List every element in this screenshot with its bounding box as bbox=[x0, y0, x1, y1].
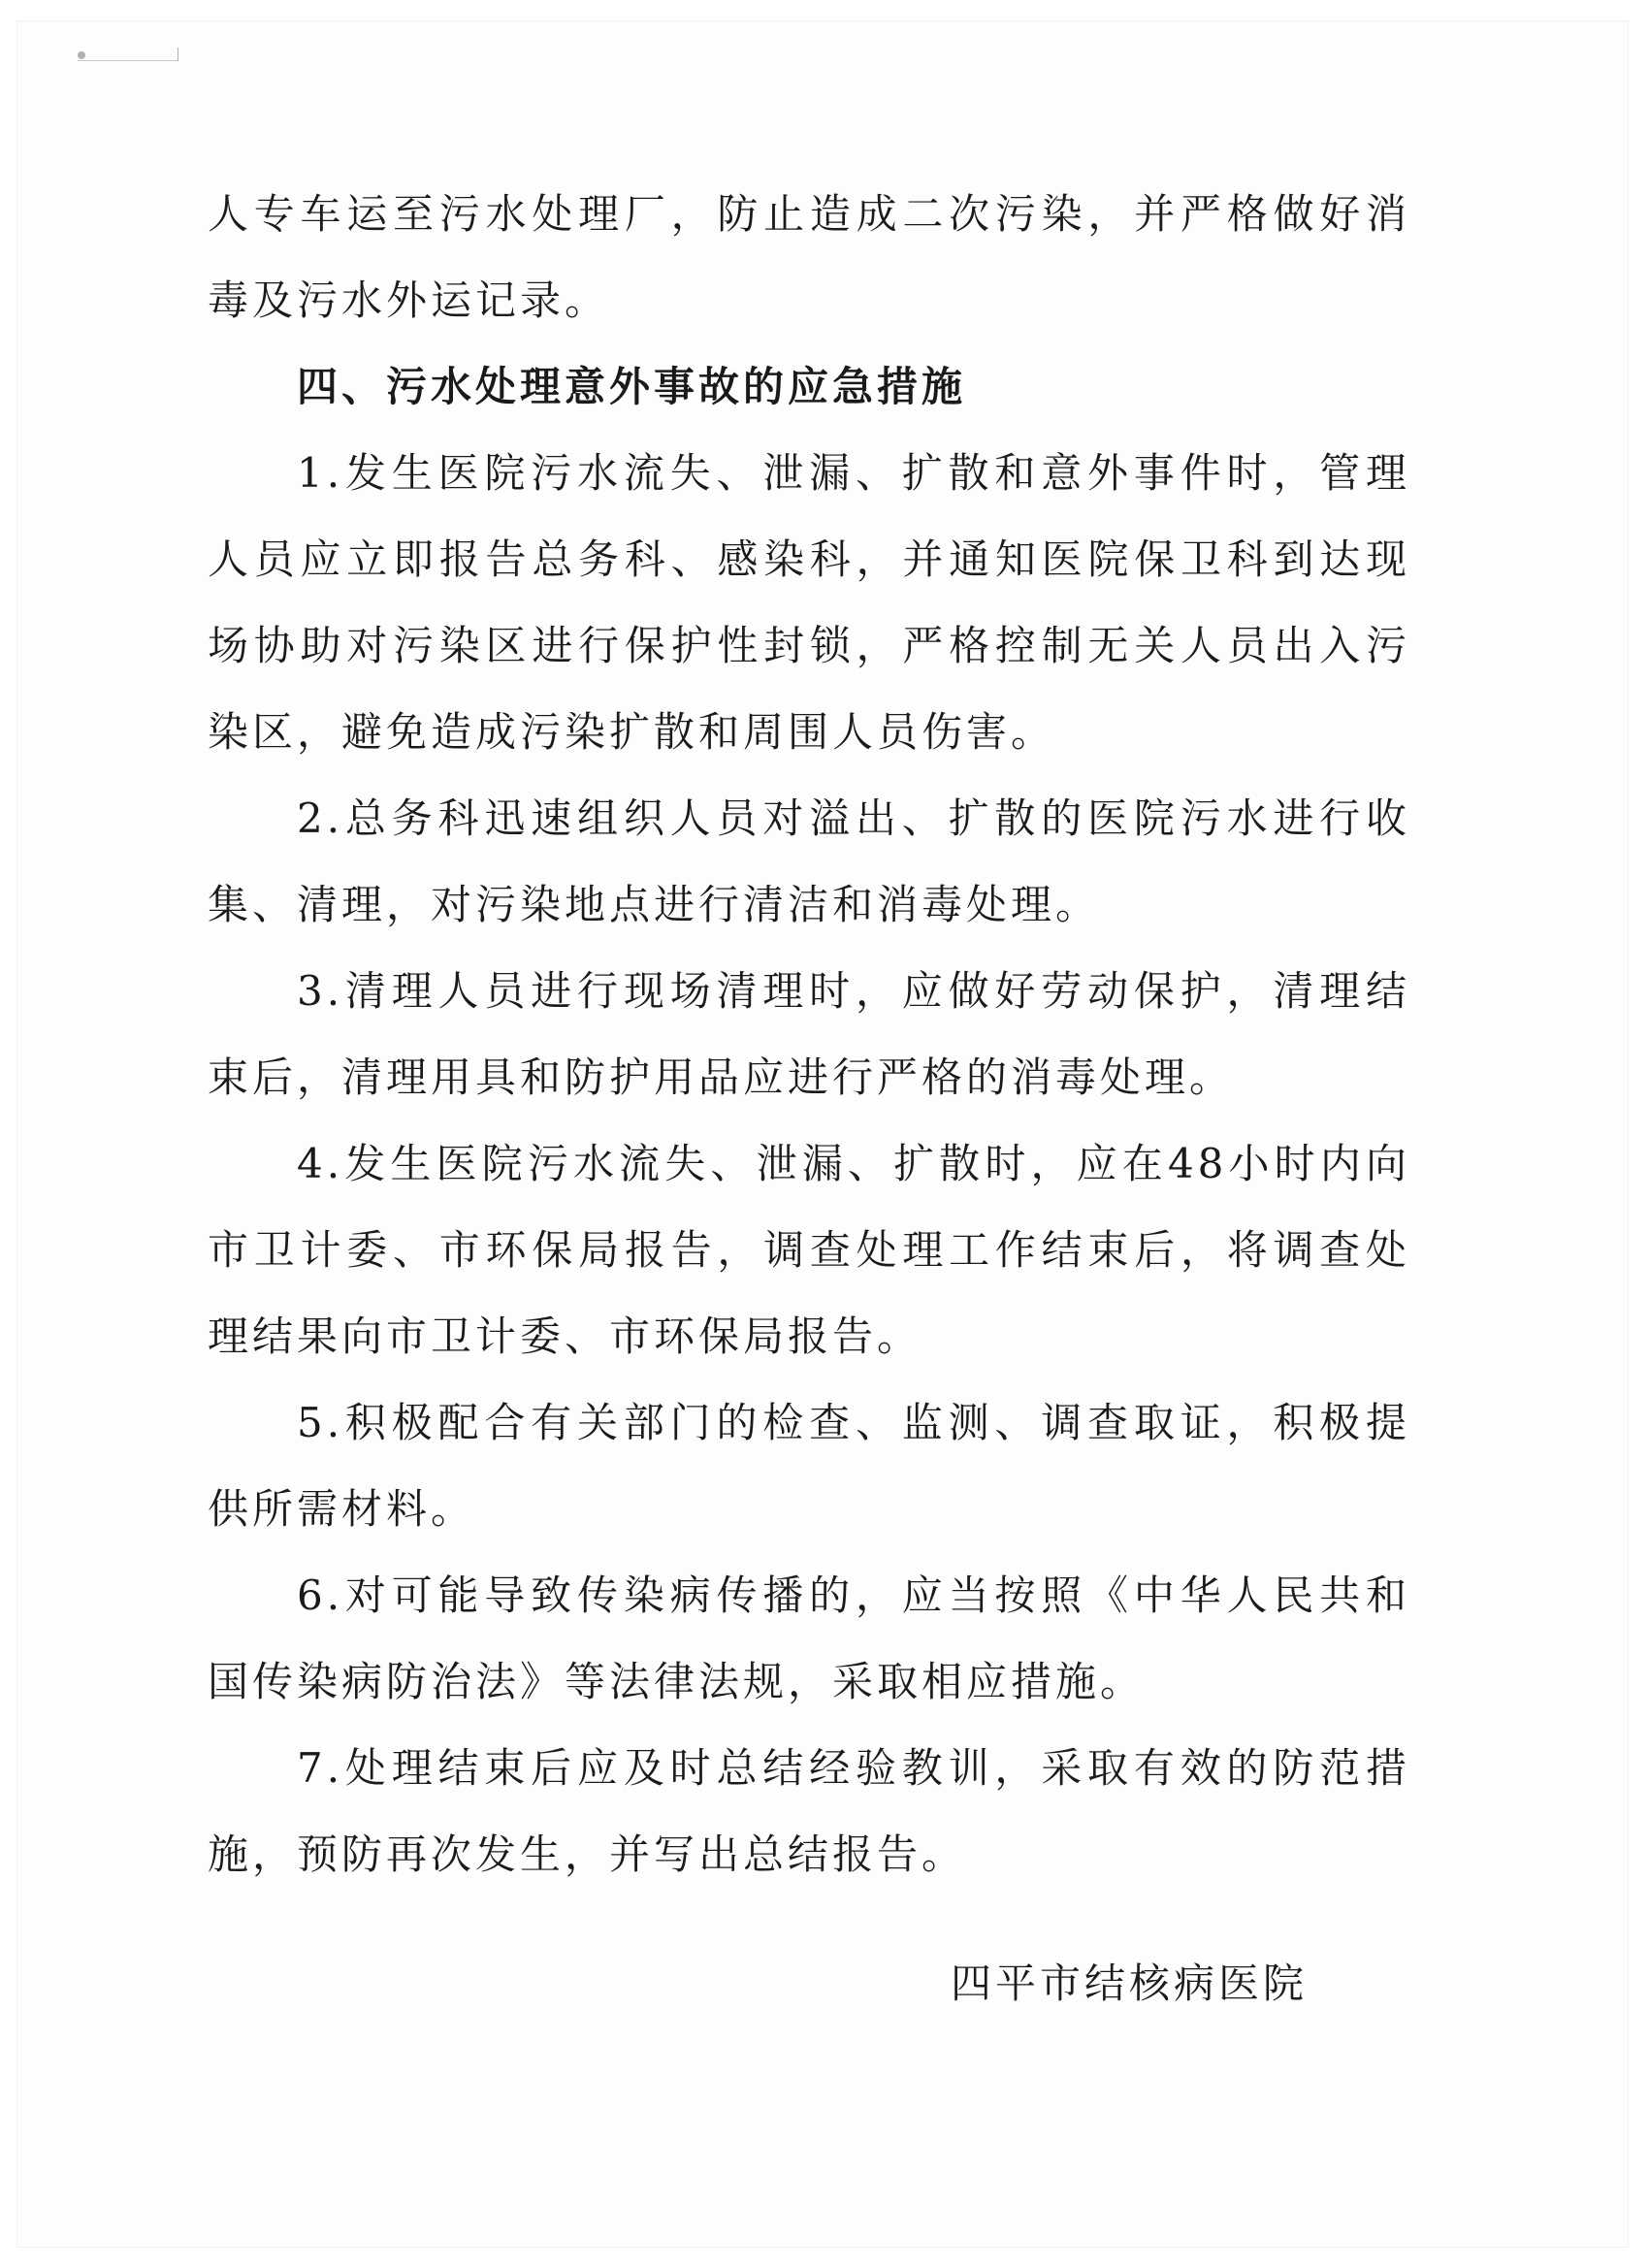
section-heading: 四、污水处理意外事故的应急措施 bbox=[297, 363, 967, 410]
list-item-6: 6.对可能导致传染病传播的，应当按照《中华人民共和国传染病防治法》等法律法规，采取相应措施。 bbox=[208, 1571, 1410, 1705]
list-item-1: 1.发生医院污水流失、泄漏、扩散和意外事件时，管理人员应立即报告总务科、感染科，并通知医院保卫科到达现场协助对污染区进行保护性封锁，严格控制无关人员出入污染区，避免造成污染扩散和周围人员伤害。 bbox=[208, 449, 1410, 756]
scan-corner-mark bbox=[78, 60, 178, 81]
list-item-3: 3.清理人员进行现场清理时，应做好劳动保护，清理结束后，清理用具和防护用品应进行严格的消毒处理。 bbox=[208, 967, 1410, 1101]
continuation-paragraph: 人专车运至污水处理厂，防止造成二次污染，并严格做好消毒及污水外运记录。 bbox=[208, 190, 1410, 324]
list-item-5: 5.积极配合有关部门的检查、监测、调查取证，积极提供所需材料。 bbox=[208, 1399, 1410, 1533]
list-item-4: 4.发生医院污水流失、泄漏、扩散时，应在48小时内向市卫计委、市环保局报告，调查处理工作结束后，将调查处理结果向市卫计委、市环保局报告。 bbox=[208, 1140, 1410, 1360]
list-item-7: 7.处理结束后应及时总结经验教训，采取有效的防范措施，预防再次发生，并写出总结报告。 bbox=[208, 1744, 1410, 1878]
document-body bbox=[208, 171, 1410, 1897]
signature-organization: 四平市结核病医院 bbox=[951, 1960, 1309, 2007]
list-item-2: 2.总务科迅速组织人员对溢出、扩散的医院污水进行收集、清理，对污染地点进行清洁和消毒处理。 bbox=[208, 794, 1410, 928]
